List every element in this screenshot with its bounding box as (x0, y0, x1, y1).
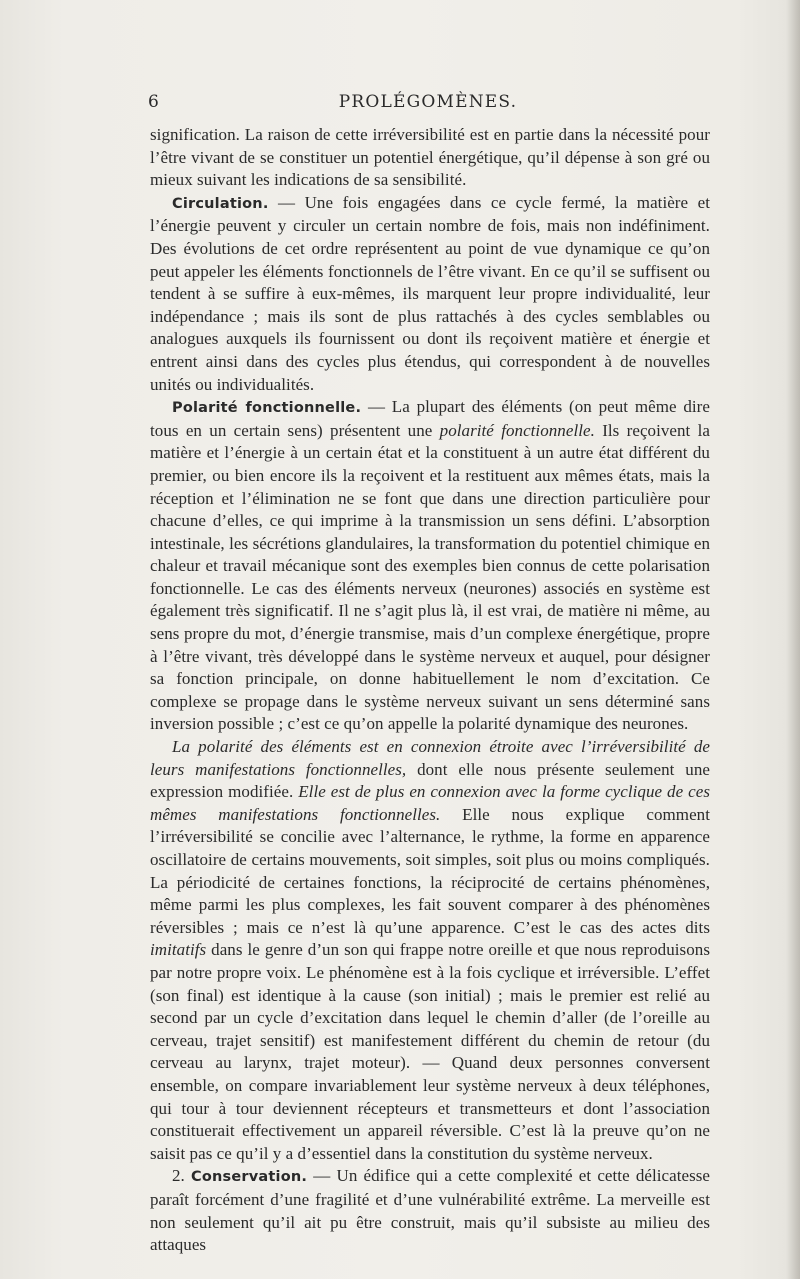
rubric-circulation: Circulation. (172, 195, 269, 212)
page-number: 6 (148, 92, 160, 112)
running-head: PROLÉGOMÈNES. (338, 92, 518, 112)
paragraph-polarite-text-a: — La plupart des éléments (on peut même dire tous en un certain sens) présentent une (150, 397, 710, 440)
paragraph-polarite-text-b: Ils reçoivent la matière et l’énergie à un certain état et la constituent à un autre état différent du premier, ou bien encore ils la reçoivent et la restituent aux mêmes états, mais la réception et l’élimination ne se font que dans une direction particulière pour chacune d’elles, ce qui imprime à la transmission un sens défini. L’absorption intestinale, les sécrétions glandulaires, la transformation du potentiel chimique en chaleur et travail mécanique sont des exemples bien connus de cette polarisation fonctionnelle. Le cas des éléments nerveux (neurones) associés en système est également très significatif. Il ne s’agit plus là, il est vrai, de matière ni même, au sens propre du mot, d’énergie transmise, mais d’un complexe énergétique, propre à l’être vivant, très développé dans le système nerveux et auquel, pour désigner sa fonction principale, on donne habituellement le nom d’excitation. Ce complexe se propage dans le système nerveux suivant un sens déterminé sans inversion possible ; c’est ce qu’on appelle la polarité dynamique des neurones. (150, 420, 710, 734)
rubric-polarite: Polarité fonctionnelle. (172, 400, 362, 417)
page-edge-shadow (786, 0, 800, 1279)
paragraph-irreversibilite-text-a: dont elle nous présente seulement une expression modifiée. (150, 759, 710, 802)
paragraph-polarite (150, 396, 710, 736)
paragraph-circulation (150, 192, 710, 396)
paragraph-circulation-text: — Une fois engagées dans ce cycle fermé, la matière et l’énergie peuvent y circuler un certain nombre de fois, mais non indéfiniment. Des évolutions de cet ordre représentent au point de vue dynamique ce qu’on peut appeler les éléments fonctionnels de l’être vivant. En ce qu’il se suffisent ou tendent à se suffire à eux-mêmes, ils marquent leur propre individualité, leur indépendance ; mais ils sont de plus rattachés à des cycles semblables ou analogues auxquels ils fournissent ou dont ils reçoivent matière et énergie et entrent ainsi dans des cycles plus étendus, qui correspondent à de nouvelles unités ou individualités. (150, 192, 710, 394)
section-number: 2. (172, 1166, 192, 1186)
paragraph-irreversibilite (150, 736, 710, 1165)
paragraph-conservation (150, 1165, 710, 1256)
paragraph-1-text: signification. La raison de cette irréversibilité est en partie dans la nécessité pour l’être vivant de se constituer un potentiel énergétique, qu’il dépense à son gré ou mieux suivant les indications de sa sensibilité. (150, 125, 710, 190)
paragraph-irreversibilite-text-b: Elle nous explique comment l’irréversibilité se concilie avec l’alternance, le rythme, la forme en apparence oscillatoire de certains mouvements, soit simples, soit plus ou moins compliqués. La périodicité de certaines fonctions, la réciprocité de certains phénomènes, même parmi les plus complexes, les fait souvent comparer à des phénomènes réversibles ; mais ce n’est là qu’une apparence. C’est le cas des actes dits (150, 804, 710, 937)
rubric-conservation: Conservation. (191, 1169, 308, 1186)
paragraph-conservation-text: — Un édifice qui a cette complexité et cette délicatesse paraît forcément d’une fragilité et d’une vulnérabilité extrême. La merveille est non seulement qu’il ait pu être construit, mais qu’il subsiste au milieu des attaques (150, 1166, 711, 1255)
italic-imitatifs: imitatifs (150, 940, 207, 960)
italic-connexion-irreversibilite: La polarité des éléments est en connexion étroite avec l’irréversibilité de leurs manifestations fonctionnelles, (150, 737, 710, 779)
italic-polarite-fonctionnelle: polarité fonctionnelle. (439, 420, 595, 440)
italic-forme-cyclique: Elle est de plus en connexion avec la forme cyclique de ces mêmes manifestations fonctionnelles. (150, 782, 710, 824)
paragraph-irreversibilite-text-c: dans le genre d’un son qui frappe notre oreille et que nous reproduisons par notre propre voix. Le phénomène est à la fois cyclique et irréversible. L’effet (son final) est identique à la cause (son initial) ; mais le premier est relié au second par un cycle d’excitation dans lequel le chemin d’aller (de l’oreille au cerveau, trajet sensitif) est manifestement différent du chemin de retour (du cerveau au larynx, trajet moteur). — Quand deux personnes conversent ensemble, on compare invariablement leur système nerveux à deux téléphones, qui tour à tour deviennent récepteurs et transmetteurs et dont l’association constituerait effectivement un appareil réversible. C’est là la preuve qu’on ne saisit pas ce qu’il y a d’essentiel dans la constitution du système nerveux. (150, 940, 710, 1163)
page-header (148, 92, 708, 118)
paragraph-1 (150, 124, 710, 192)
body-text (150, 124, 710, 1257)
